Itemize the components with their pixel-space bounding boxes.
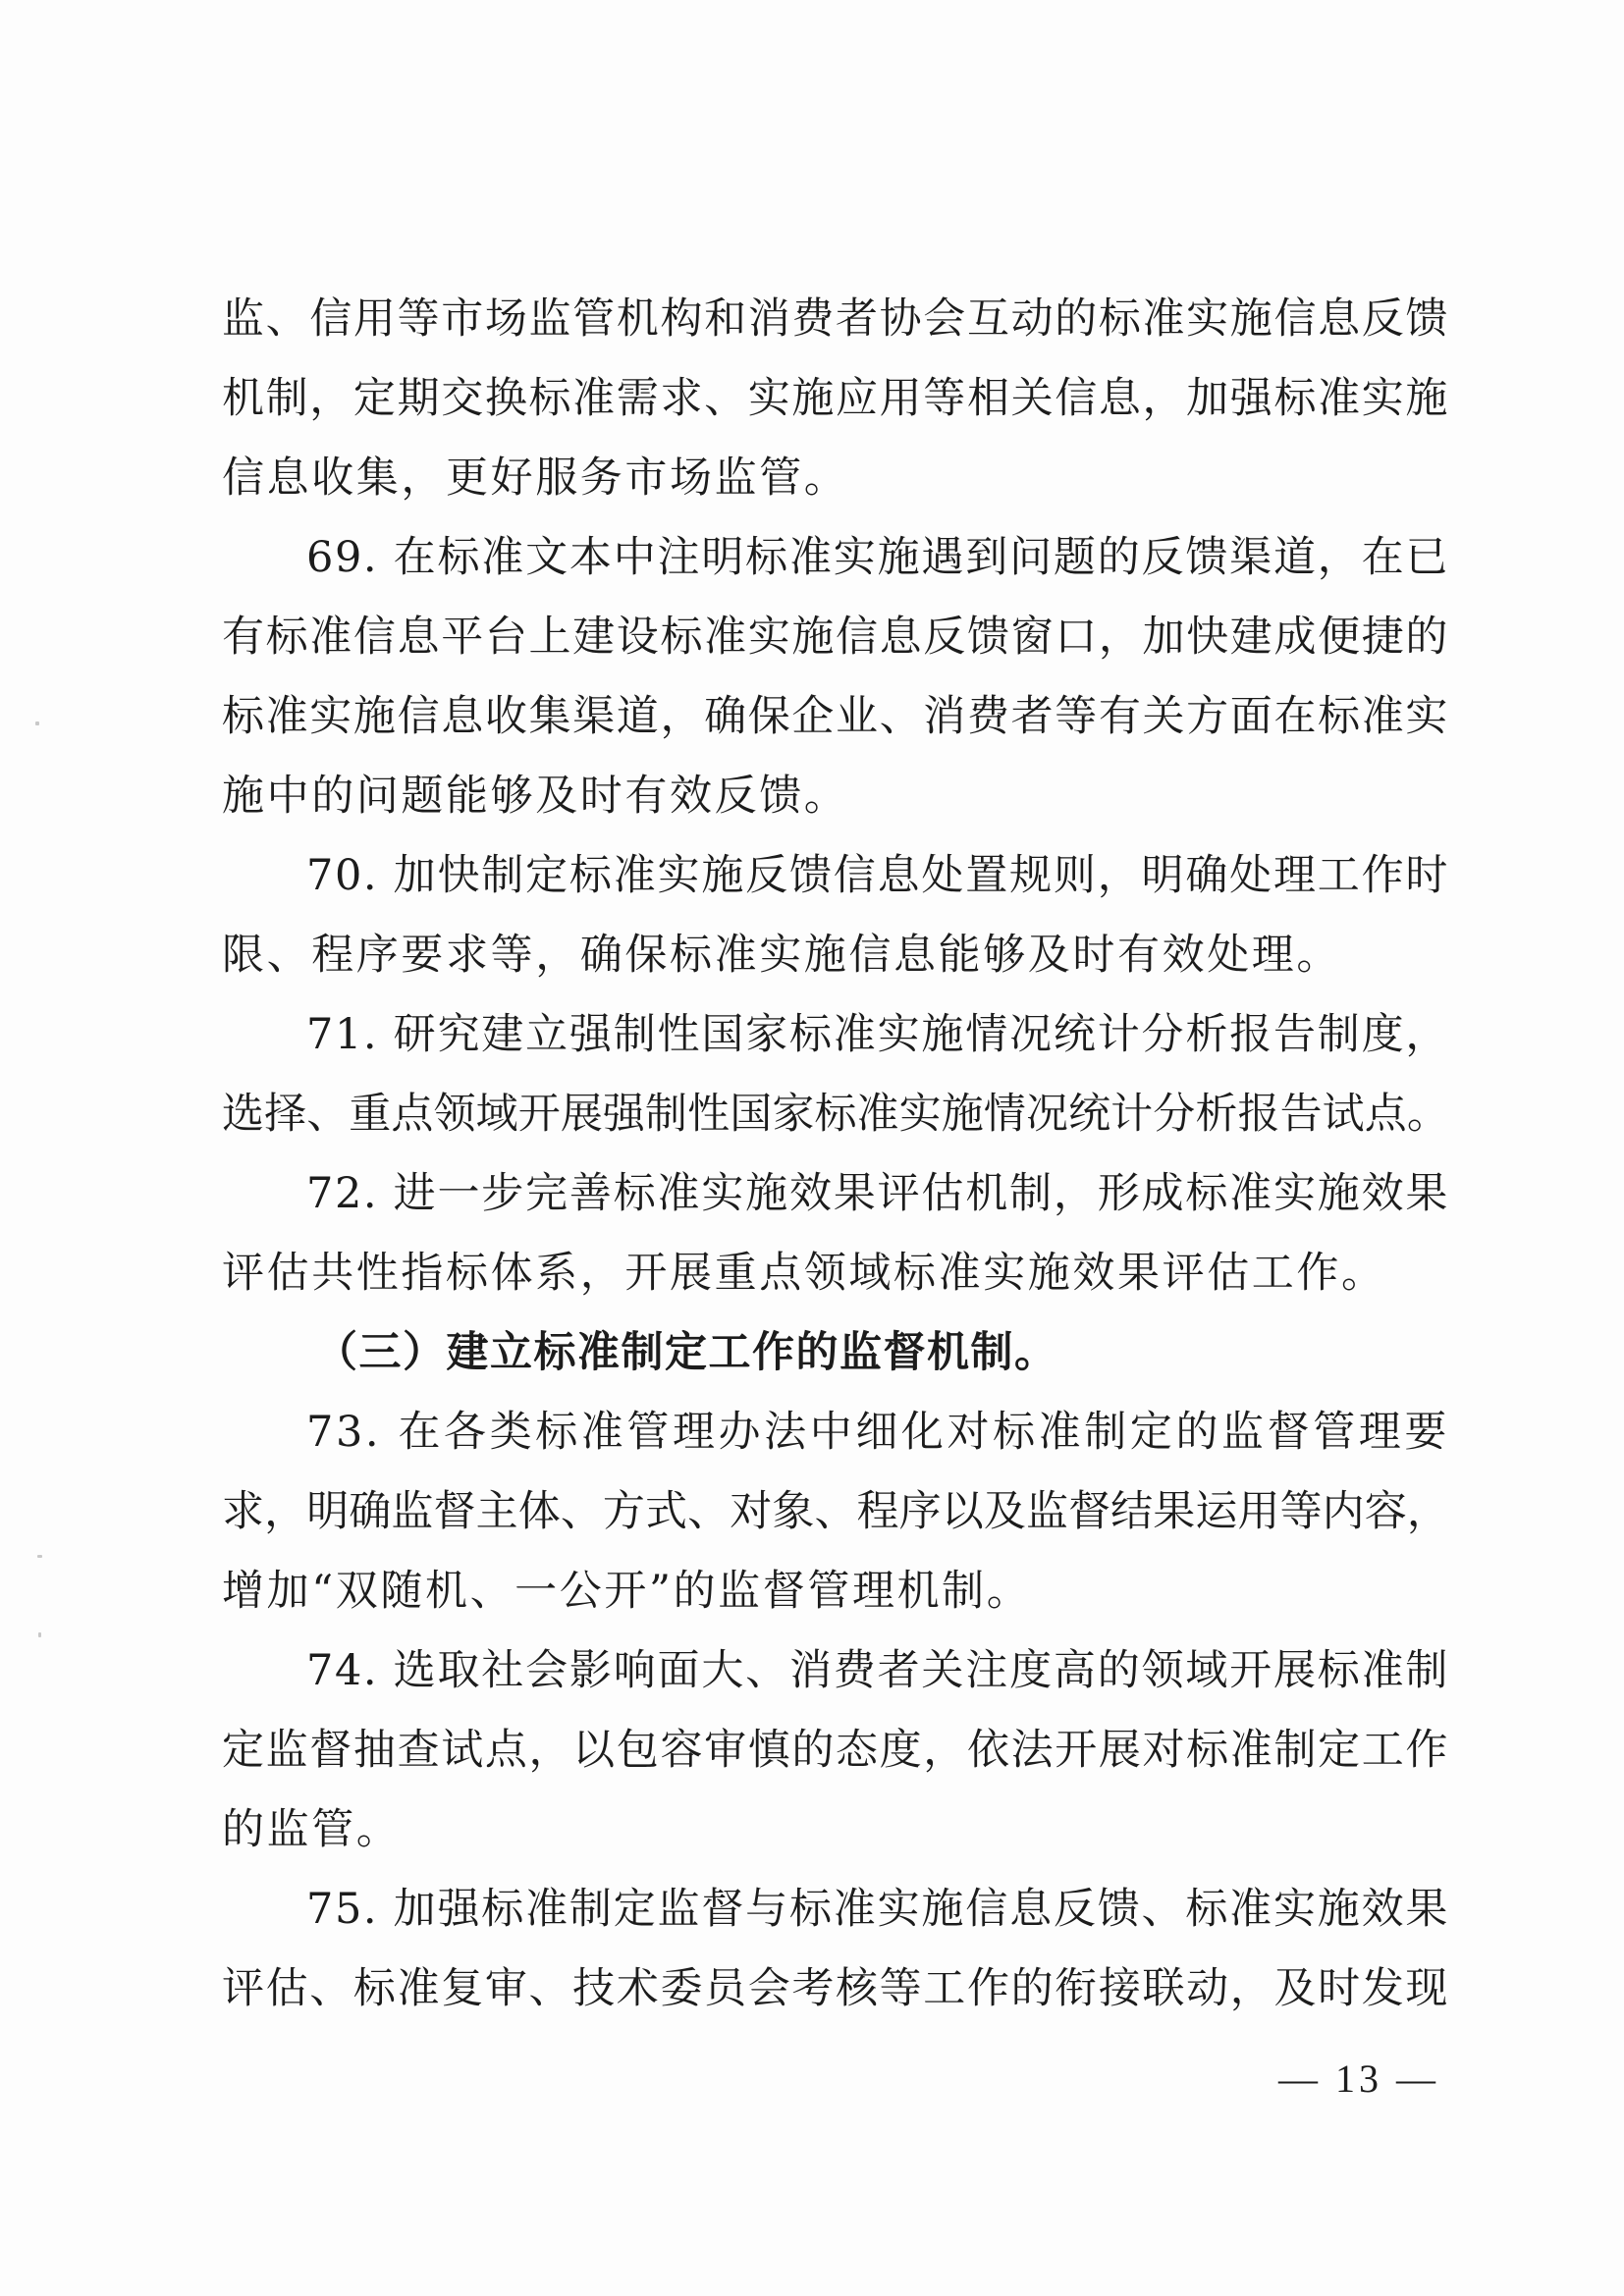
text-line: 评估、标准复审、技术委员会考核等工作的衔接联动，及时发现 — [222, 1964, 1449, 2013]
text-line: 施中的问题能够及时有效反馈。 — [222, 772, 849, 821]
item-72-line: 72. 进一步完善标准实施效果评估机制，形成标准实施效果 — [306, 1169, 1449, 1218]
text-line: 评估共性指标体系，开展重点领域标准实施效果评估工作。 — [222, 1249, 1386, 1298]
scan-speck — [35, 721, 39, 725]
text-line: 求，明确监督主体、方式、对象、程序以及监督结果运用等内容， — [222, 1487, 1449, 1536]
page-number: — 13 — — [1278, 2056, 1439, 2101]
section-heading: （三）建立标准制定工作的监督机制。 — [315, 1328, 1058, 1377]
item-75-line: 75. 加强标准制定监督与标准实施信息反馈、标准实施效果 — [306, 1885, 1449, 1934]
text-line: 信息收集，更好服务市场监管。 — [222, 454, 849, 503]
text-line: 限、程序要求等，确保标准实施信息能够及时有效处理。 — [222, 931, 1341, 980]
scan-speck — [38, 1632, 41, 1637]
item-74-line: 74. 选取社会影响面大、消费者关注度高的领域开展标准制 — [306, 1646, 1449, 1695]
scan-speck — [37, 1555, 42, 1558]
text-line: 有标准信息平台上建设标准实施信息反馈窗口，加快建成便捷的 — [222, 613, 1449, 662]
text-line: 监、信用等市场监管机构和消费者协会互动的标准实施信息反馈 — [222, 294, 1449, 344]
text-line: 定监督抽查试点，以包容审慎的态度，依法开展对标准制定工作 — [222, 1726, 1449, 1775]
item-70-line: 70. 加快制定标准实施反馈信息处置规则，明确处理工作时 — [306, 851, 1449, 900]
text-line: 增加“双随机、一公开”的监督管理机制。 — [222, 1567, 1032, 1616]
text-line: 标准实施信息收集渠道，确保企业、消费者等有关方面在标准实 — [222, 692, 1449, 741]
text-line: 的监管。 — [222, 1805, 402, 1854]
document-body — [222, 280, 1449, 2029]
item-69-line: 69. 在标准文本中注明标准实施遇到问题的反馈渠道，在已 — [306, 533, 1449, 582]
item-73-line: 73. 在各类标准管理办法中细化对标准制定的监督管理要 — [306, 1408, 1449, 1457]
item-71-line: 71. 研究建立强制性国家标准实施情况统计分析报告制度， — [306, 1010, 1449, 1059]
text-line: 选择、重点领域开展强制性国家标准实施情况统计分析报告试点。 — [222, 1090, 1449, 1139]
text-line: 机制，定期交换标准需求、实施应用等相关信息，加强标准实施 — [222, 374, 1449, 423]
